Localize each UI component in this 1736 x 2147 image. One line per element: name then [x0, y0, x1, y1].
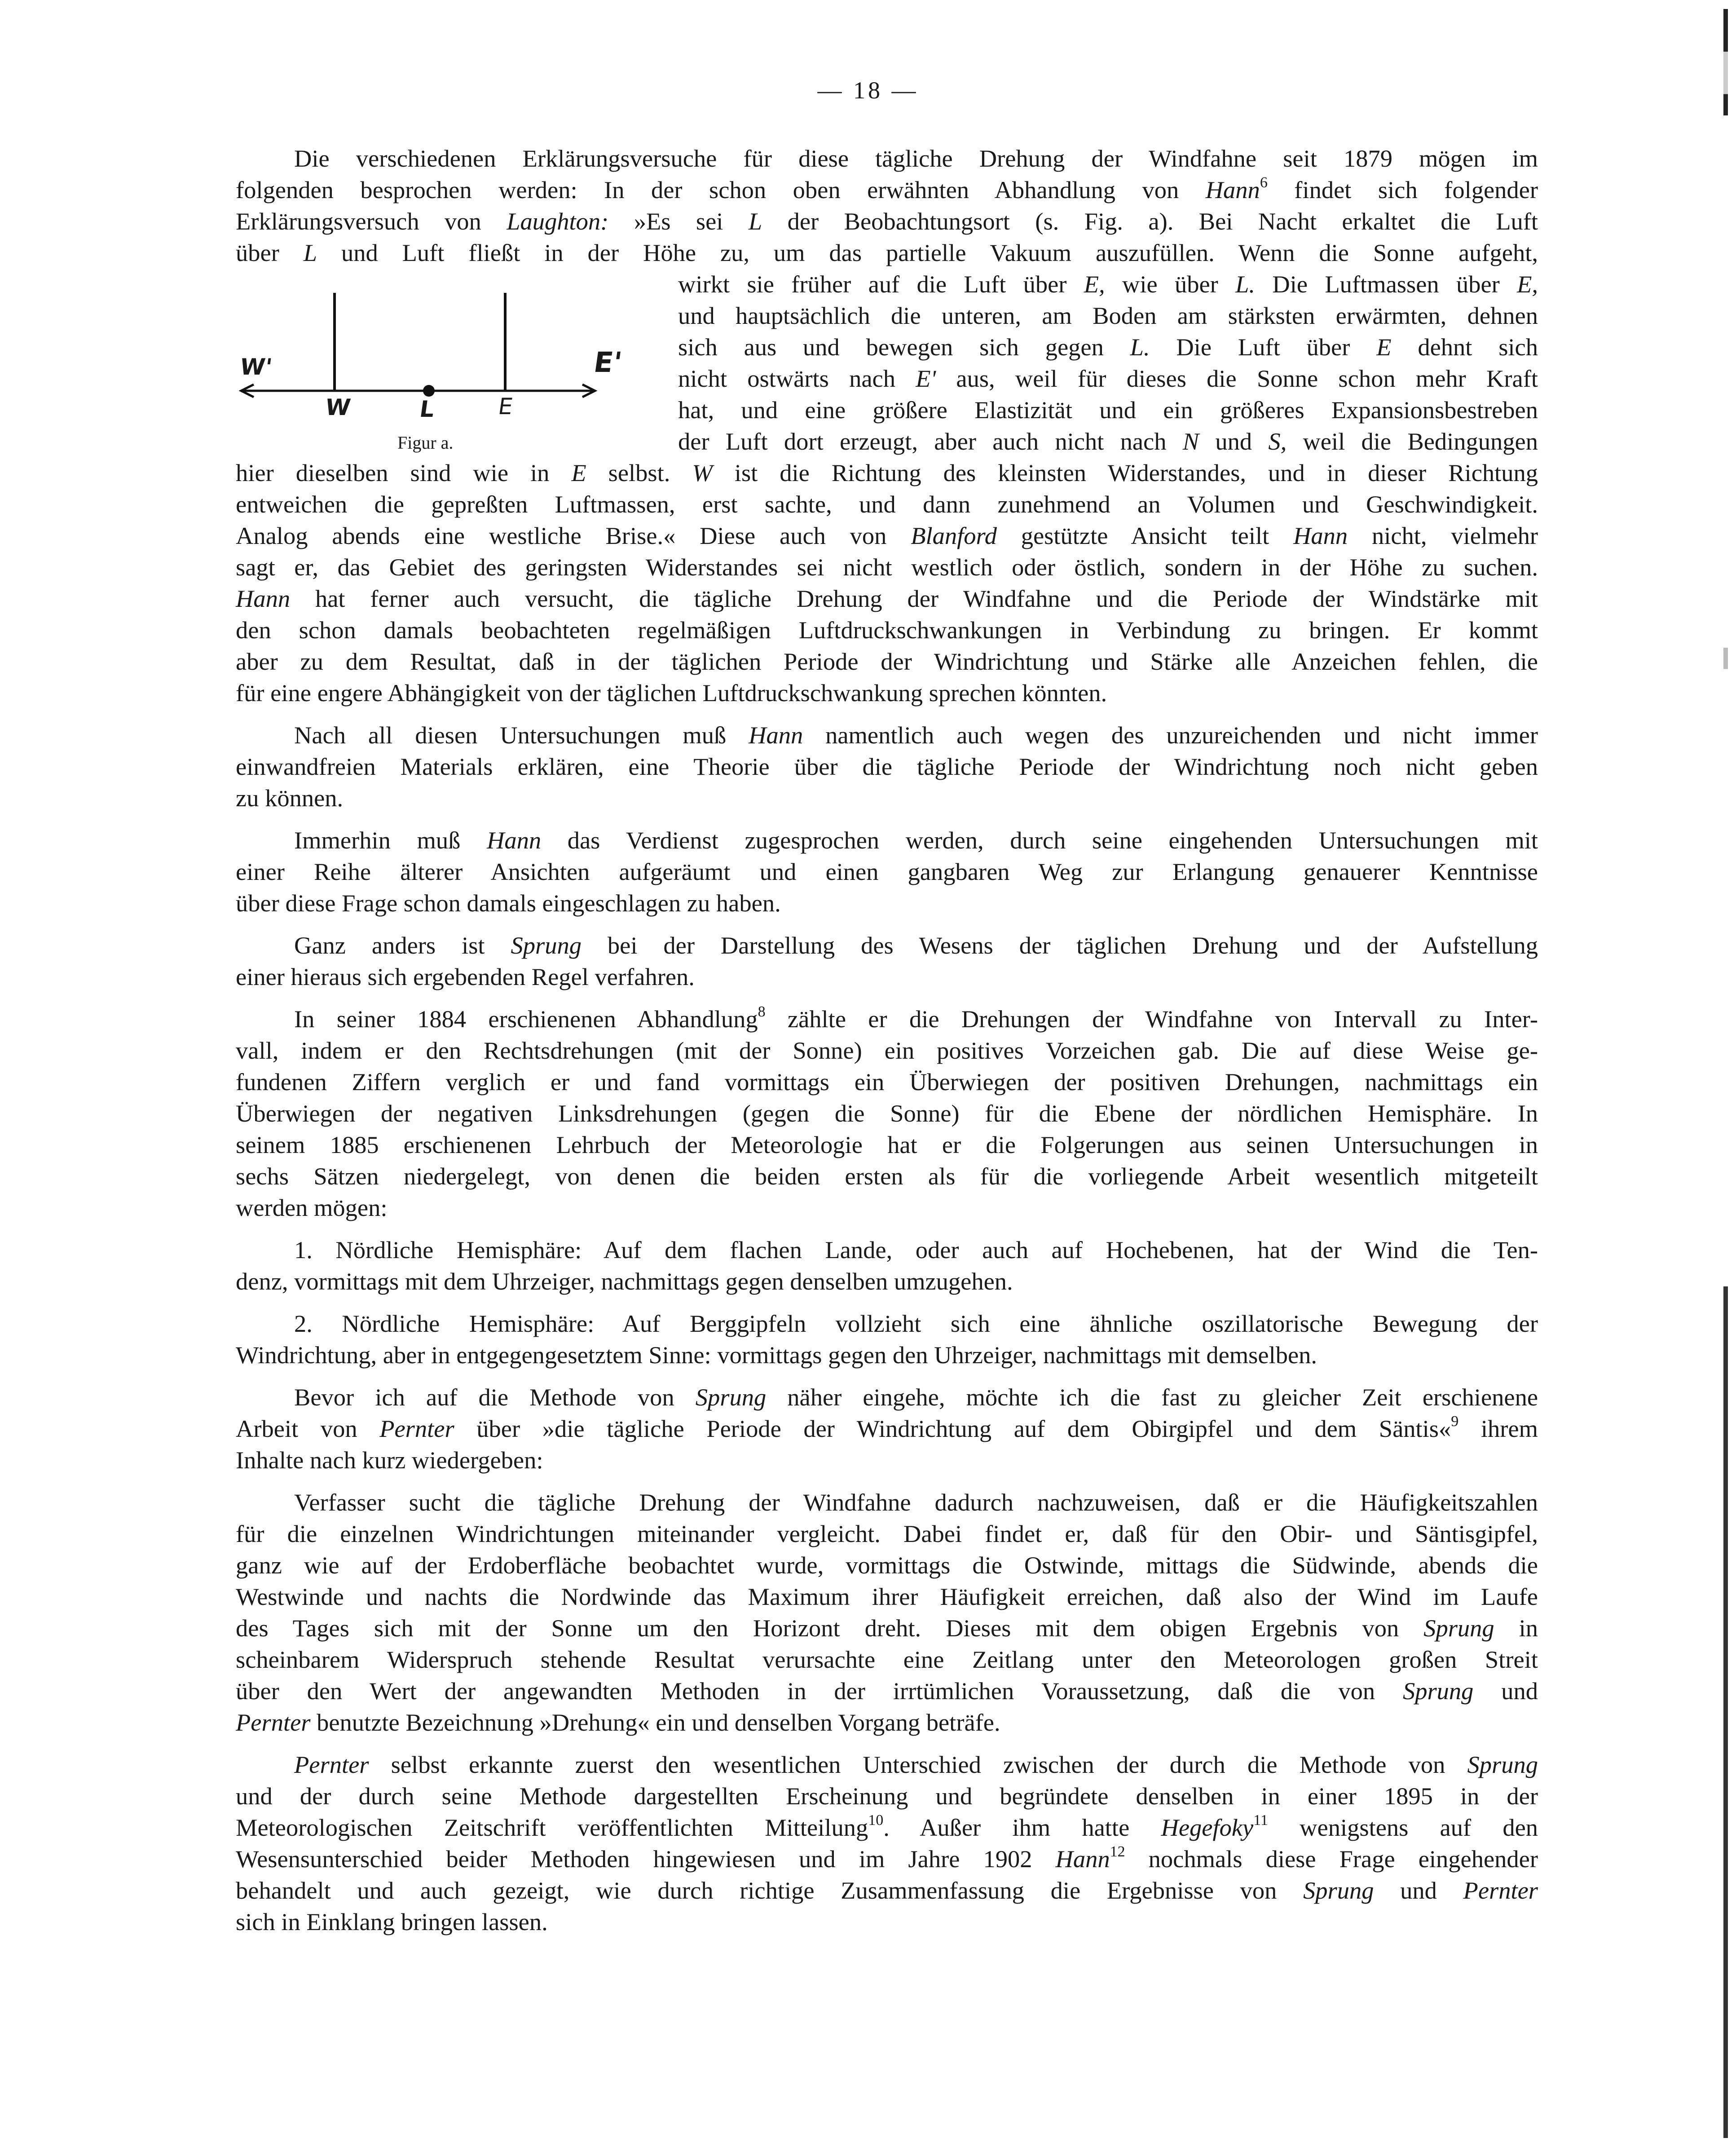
- text-line: Meteorologischen Zeitschrift veröffentlichten Mitteilung$^{10}$. Außer ihm hatte Hegefoky$^{11}$ wenigstens auf den: [236, 1812, 1538, 1841]
- text-line: scheinbarem Widerspruch stehende Resultat verursachte eine Zeitlang unter den Meteorologen großen Streit: [236, 1646, 1538, 1673]
- text-line: Bevor ich auf die Methode von Sprung näher eingehe, möchte ich die fast zu gleicher Zeit erschienene: [294, 1383, 1538, 1411]
- paragraph-8: [236, 1382, 1538, 1476]
- text-line: und der durch seine Methode dargestellten Erscheinung und begründete denselben in einer 1895 in der: [236, 1782, 1538, 1810]
- text-line: entweichen die gepreßten Luftmassen, erst sachte, und dann zunehmend an Volumen und Geschwindigkeit.: [236, 490, 1538, 518]
- text-line: einer Reihe älterer Ansichten aufgeräumt und einen gangbaren Weg zur Erlangung genauerer Kenntnisse: [236, 858, 1538, 885]
- paragraph-3: [236, 825, 1538, 919]
- text-line: Westwinde und nachts die Nordwinde das Maximum ihrer Häufigkeit erreichen, daß also der Wind im Laufe: [236, 1583, 1538, 1610]
- text-line: einer hieraus sich ergebenden Regel verfahren.: [236, 963, 695, 990]
- paragraph-5: [236, 1003, 1538, 1224]
- text-line: den schon damals beobachteten regelmäßigen Luftdruckschwankungen in Verbindung zu bringen. Er kommt: [236, 616, 1538, 644]
- text-line: wirkt sie früher auf die Luft über E, wie über L. Die Luftmassen über E,: [678, 270, 1538, 298]
- text-line: und hauptsächlich die unteren, am Boden am stärksten erwärmten, dehnen: [678, 302, 1538, 329]
- text-line: sich in Einklang bringen lassen.: [236, 1908, 548, 1935]
- paragraph-10: [236, 1749, 1538, 1938]
- text-line: Inhalte nach kurz wiedergeben:: [236, 1446, 543, 1474]
- text-line: Überwiegen der negativen Linksdrehungen (gegen die Sonne) für die Ebene der nördlichen Hemisphäre. In: [236, 1100, 1538, 1127]
- text-line: hat, und eine größere Elastizität und ein größeres Expansionsbestreben: [678, 396, 1538, 424]
- text-line: Immerhin muß Hann das Verdienst zugesprochen werden, durch seine eingehenden Untersuchungen mit: [294, 826, 1538, 854]
- text-line: Pernter benutzte Bezeichnung »Drehung« ein und denselben Vorgang beträfe.: [236, 1709, 1000, 1736]
- text-line: Nach all diesen Untersuchungen muß Hann namentlich auch wegen des unzureichenden und nicht immer: [294, 721, 1538, 749]
- author-pernter: Pernter: [379, 1415, 454, 1442]
- text-line: vall, indem er den Rechtsdrehungen (mit der Sonne) ein positives Vorzeichen gab. Die auf diese Weise ge-: [236, 1037, 1538, 1064]
- scan-edge: [1723, 9, 1728, 2138]
- text-line: Hann hat ferner auch versucht, die tägliche Drehung der Windfahne und die Periode der Windstärke mit: [236, 585, 1538, 612]
- author-hann: Hann: [1205, 176, 1260, 203]
- text-line: über den Wert der angewandten Methoden in der irrtümlichen Voraussetzung, daß die von Sprung und: [236, 1677, 1538, 1705]
- author-blanford: Blanford: [911, 522, 997, 549]
- label-w: W: [323, 394, 352, 420]
- text-line: des Tages sich mit der Sonne um den Horizont dreht. Dieses mit dem obigen Ergebnis von Sprung in: [236, 1614, 1538, 1642]
- text-line: Analog abends eine westliche Brise.« Diese auch von Blanford gestützte Ansicht teilt Hann nicht, vielmehr: [236, 522, 1538, 549]
- text-line: hier dieselben sind wie in E selbst. W ist die Richtung des kleinsten Widerstandes, und in dieser Richtung: [236, 459, 1538, 486]
- text-line: behandelt und auch gezeigt, wie durch richtige Zusammenfassung die Ergebnisse von Sprung und Pernter: [236, 1877, 1538, 1904]
- author-hegefoky: Hegefoky: [1161, 1814, 1254, 1841]
- text-line: über L und Luft fließt in der Höhe zu, um das partielle Vakuum auszufüllen. Wenn die Sonne aufgeht,: [236, 239, 1538, 266]
- paragraph-4: [236, 930, 1538, 993]
- body-text: [236, 457, 1538, 1948]
- text-line: für eine engere Abhängigkeit von der täglichen Luftdruckschwankung sprechen könnten.: [236, 679, 1107, 707]
- paragraph-1-continued: [236, 457, 1538, 709]
- text-line: Erklärungsversuch von Laughton: »Es sei L der Beobachtungsort (s. Fig. a). Bei Nacht erkaltet die Luft: [236, 208, 1538, 235]
- text-line: sich aus und bewegen sich gegen L. Die Luft über E dehnt sich: [678, 333, 1538, 361]
- text-line: zu können.: [236, 784, 344, 812]
- text-line: Verfasser sucht die tägliche Drehung der Windfahne dadurch nachzuweisen, daß er die Häufigkeitszahlen: [294, 1489, 1538, 1516]
- page-number: — 18 —: [817, 77, 919, 104]
- paragraph-1: [236, 143, 1538, 269]
- label-w-prime: W': [238, 354, 274, 380]
- text-line: sechs Sätzen niedergelegt, von denen die beiden ersten als für die vorliegende Arbeit wesentlich mitgeteilt: [236, 1162, 1538, 1190]
- author-laughton: Laughton:: [507, 208, 609, 235]
- text-line: einwandfreien Materials erklären, eine Theorie über die tägliche Periode der Windrichtung noch nicht geben: [236, 753, 1538, 780]
- paragraph-1-wrapped: [678, 269, 1538, 457]
- text-line: 1. Nördliche Hemisphäre: Auf dem flachen Lande, oder auch auf Hochebenen, hat der Wind die Ten-: [294, 1236, 1538, 1263]
- text-line: seinem 1885 erschienenen Lehrbuch der Meteorologie hat er die Folgerungen aus seinen Untersuchungen in: [236, 1131, 1538, 1158]
- text-line: für die einzelnen Windrichtungen miteinander vergleicht. Dabei findet er, daß für den Obir- und Säntisgipfel,: [236, 1520, 1538, 1547]
- text-line: werden mögen:: [236, 1194, 388, 1221]
- text-line: über diese Frage schon damals eingeschlagen zu haben.: [236, 889, 781, 917]
- label-e-prime: E': [591, 346, 624, 379]
- author-sprung: Sprung: [511, 932, 582, 959]
- text-line: der Luft dort erzeugt, aber auch nicht nach N und S, weil die Bedingungen: [678, 428, 1538, 455]
- paragraph-2: [236, 720, 1538, 814]
- text-line: Arbeit von Pernter über »die tägliche Periode der Windrichtung auf dem Obirgipfel und dem Säntis«$^9$ ihrem: [236, 1413, 1538, 1442]
- text-line: fundenen Ziffern verglich er und fand vormittags ein Überwiegen der positiven Drehungen, nachmittags ein: [236, 1068, 1538, 1096]
- label-l: L: [418, 396, 436, 422]
- text-line: Die verschiedenen Erklärungsversuche für diese tägliche Drehung der Windfahne seit 1879 mögen im: [294, 145, 1538, 172]
- paragraph-6: [236, 1234, 1538, 1297]
- figure-a: [236, 278, 667, 467]
- text-line: sagt er, das Gebiet des geringsten Widerstandes sei nicht westlich oder östlich, sondern in der Höhe zu suchen.: [236, 553, 1538, 581]
- text-line: ganz wie auf der Erdoberfläche beobachtet wurde, vormittags die Ostwinde, mittags die Südwinde, abends die: [236, 1551, 1538, 1579]
- label-e: E: [496, 393, 515, 420]
- text-line: nicht ostwärts nach E' aus, weil für dieses die Sonne schon mehr Kraft: [678, 365, 1538, 392]
- text-line: In seiner 1884 erschienenen Abhandlung$^8$ zählte er die Drehungen der Windfahne von Intervall zu Inter-: [294, 1003, 1538, 1033]
- text-line: 2. Nördliche Hemisphäre: Auf Berggipfeln vollzieht sich eine ähnliche oszillatorische Bewegung der: [294, 1310, 1538, 1337]
- diagram-point-l: [423, 385, 435, 397]
- text-line: aber zu dem Resultat, daß in der täglichen Periode der Windrichtung und Stärke alle Anzeichen fehlen, die: [236, 648, 1538, 675]
- text-line: folgenden besprochen werden: In der schon oben erwähnten Abhandlung von Hann$^6$ findet sich folgender: [236, 174, 1538, 203]
- text-line: Pernter selbst erkannte zuerst den wesentlichen Unterschied zwischen der durch die Methode von Sprung: [294, 1751, 1538, 1778]
- text-line: Windrichtung, aber in entgegengesetztem Sinne: vormittags gegen den Uhrzeiger, nachmittags mit demselben.: [236, 1341, 1317, 1369]
- figure-caption: Figur a.: [397, 433, 454, 453]
- text-line: Wesensunterschied beider Methoden hingewiesen und im Jahre 1902 Hann$^{12}$ nochmals diese Frage eingehender: [236, 1843, 1538, 1873]
- paragraph-7: [236, 1308, 1538, 1371]
- text-line: Ganz anders ist Sprung bei der Darstellung des Wesens der täglichen Drehung und der Aufstellung: [294, 932, 1538, 959]
- text-line: denz, vormittags mit dem Uhrzeiger, nachmittags gegen denselben umzugehen.: [236, 1268, 1013, 1295]
- paragraph-9: [236, 1487, 1538, 1738]
